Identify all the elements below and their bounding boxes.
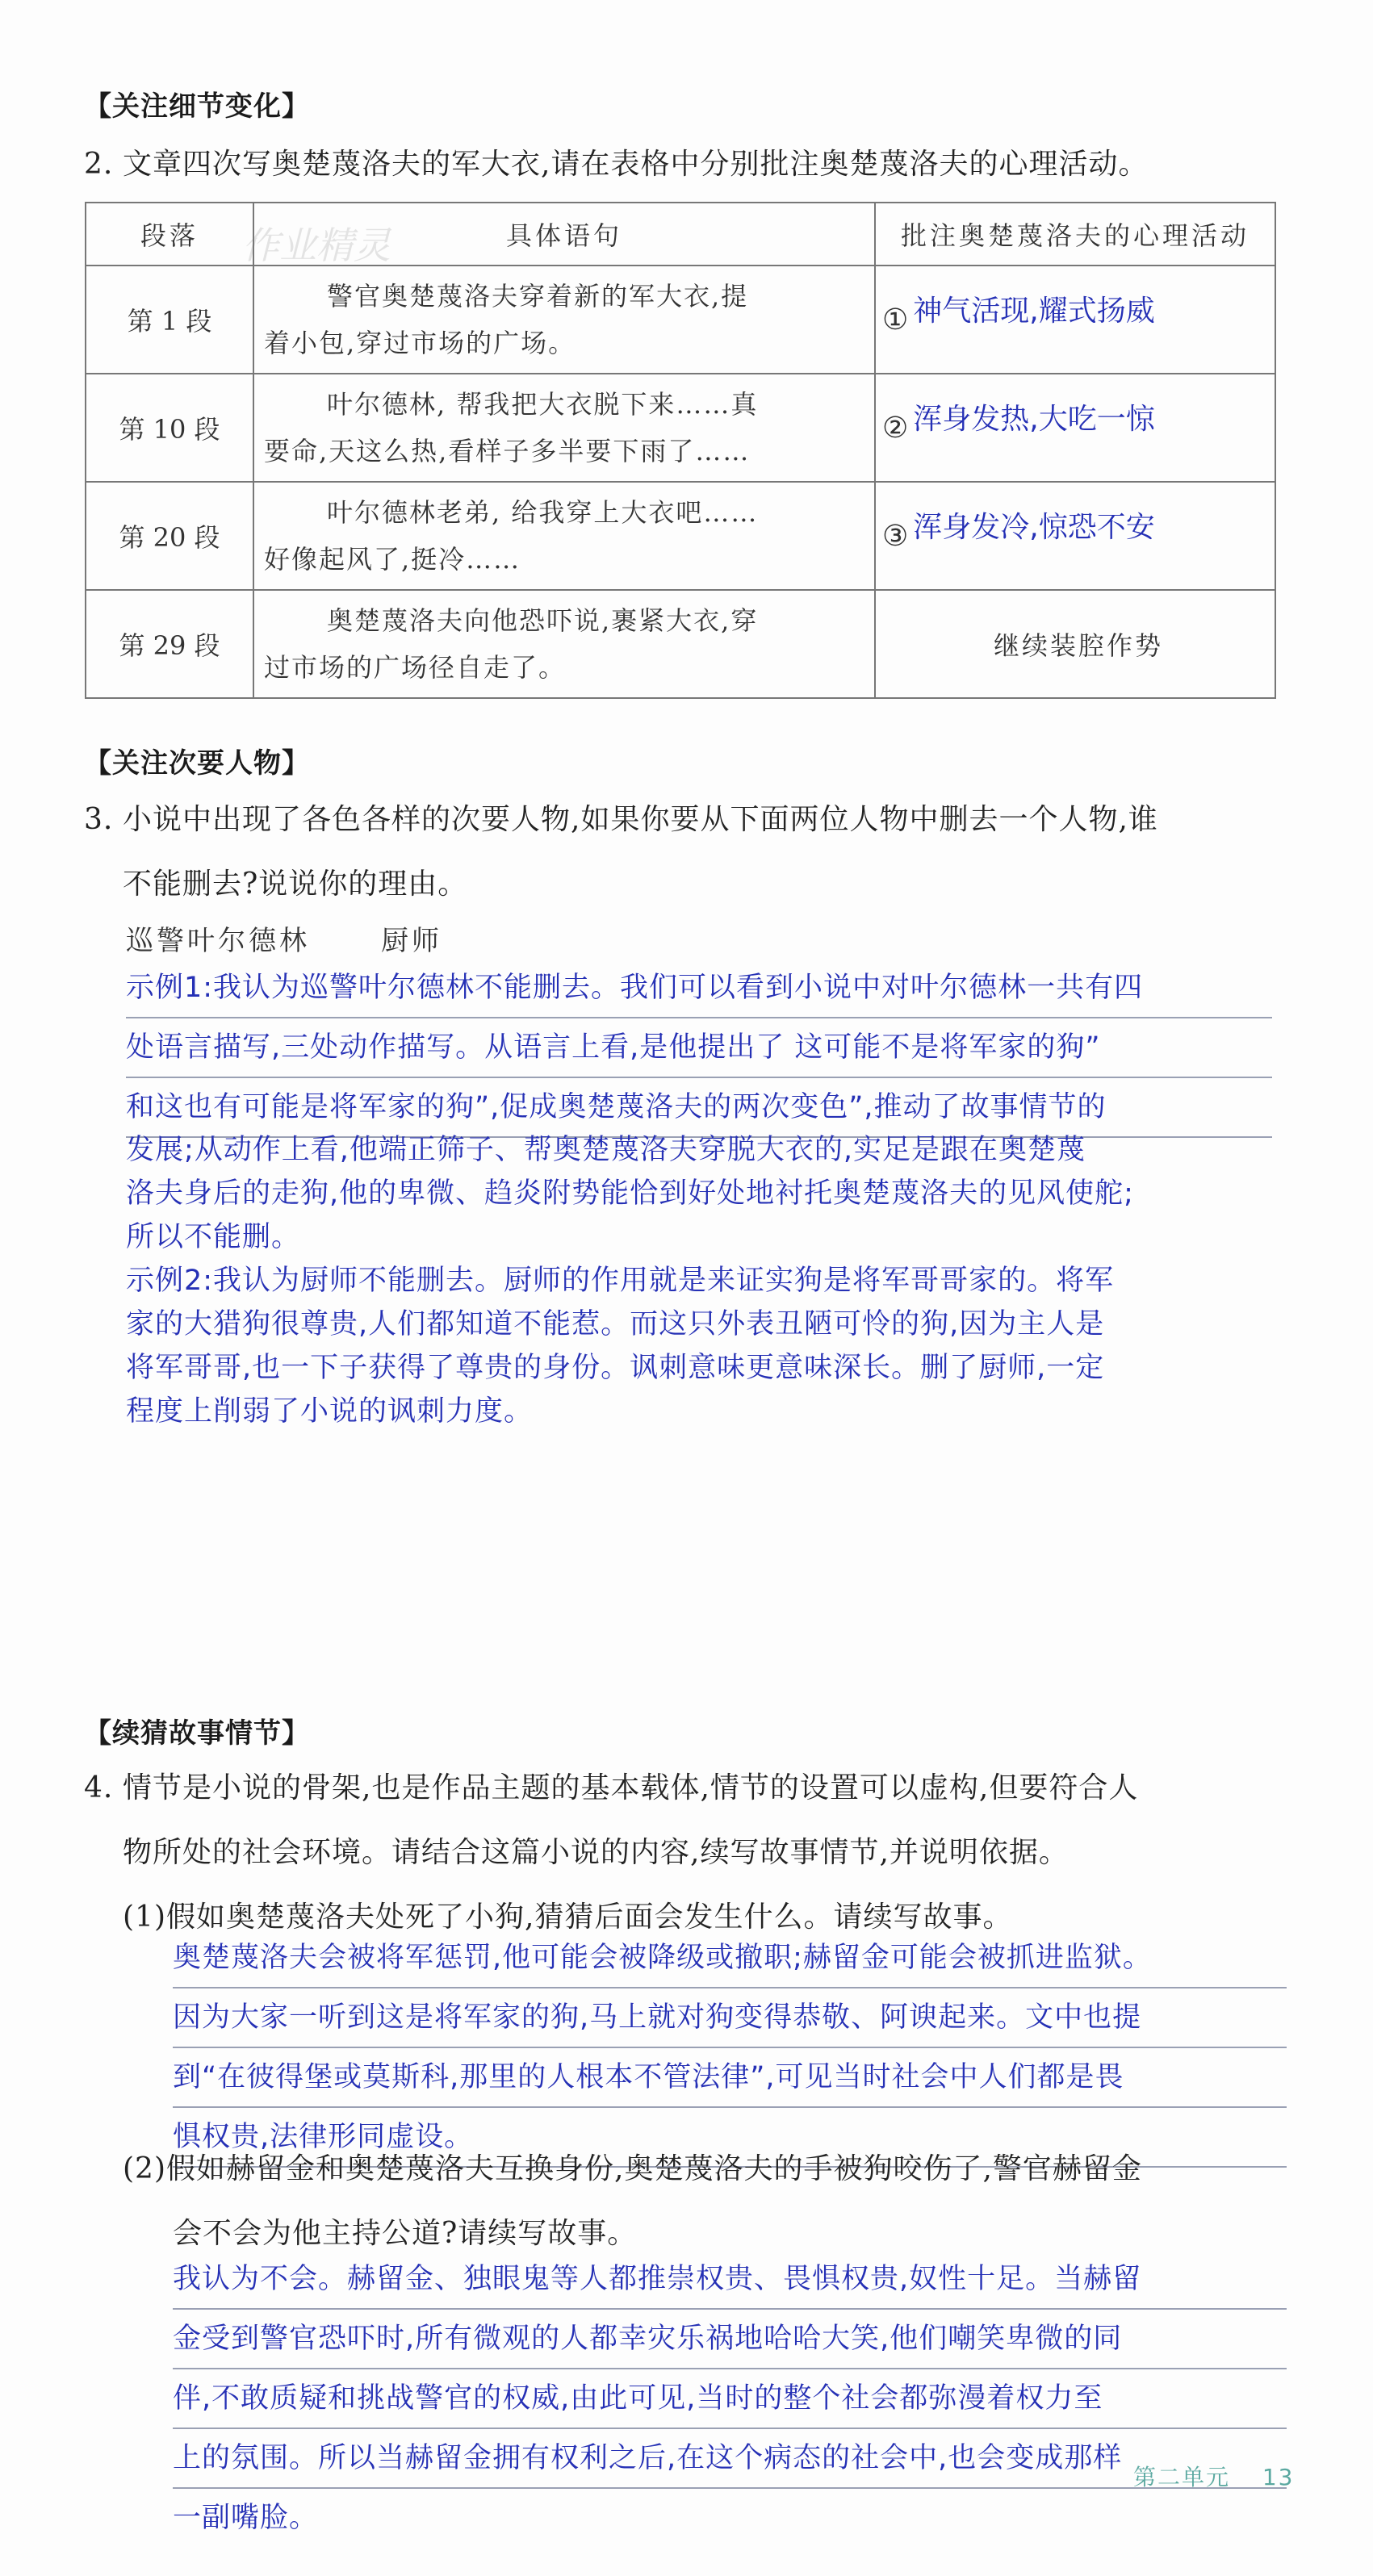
section-heading-detail: 【关注细节变化】 xyxy=(84,90,310,123)
question-text: 小说中出现了各色各样的次要人物,如果你要从下面两位人物中删去一个人物,谁 xyxy=(123,803,1158,836)
answer-line: 一副嘴脸。 xyxy=(173,2502,319,2534)
col-header-sentence: 具体语句 xyxy=(253,203,875,266)
sub-question-1: (1)假如奥楚蔑洛夫处死了小狗,猜猜后面会发生什么。请续写故事。 xyxy=(123,1901,1013,1934)
sentence-cell xyxy=(253,374,875,482)
unit-label: 第二单元 xyxy=(1133,2464,1231,2490)
answer-line: 家的大猎狗很尊贵,人们都知道不能惹。而这只外表丑陋可怜的狗,因为主人是 xyxy=(126,1308,1105,1340)
question-text: 文章四次写奥楚蔑洛夫的军大衣,请在表格中分别批注奥楚蔑洛夫的心理活动。 xyxy=(123,148,1149,181)
answer-line: 上的氛围。所以当赫留金拥有权利之后,在这个病态的社会中,也会变成那样 xyxy=(173,2429,1287,2489)
page-number: 13 xyxy=(1262,2464,1295,2490)
answer-3-continued xyxy=(126,1128,1288,1433)
question-number: 3. xyxy=(84,803,114,836)
answer-4-1 xyxy=(173,1929,1287,2168)
section-heading-minor-characters: 【关注次要人物】 xyxy=(84,747,310,780)
table-row xyxy=(86,482,1275,590)
question-number: 2. xyxy=(84,148,114,181)
table-row xyxy=(86,590,1275,698)
page-footer xyxy=(1133,2460,1294,2492)
table-row xyxy=(86,374,1275,482)
table-row xyxy=(86,266,1275,374)
sentence-line: 着小包,穿过市场的广场。 xyxy=(264,328,576,358)
answer-line: 伴,不敢质疑和挑战警官的权威,由此可见,当时的整个社会都弥漫着权力至 xyxy=(173,2369,1287,2429)
answer-line: 金受到警官恐吓时,所有微观的人都幸灾乐祸地哈哈大笑,他们嘲笑卑微的同 xyxy=(173,2310,1287,2369)
answer-line: 洛夫身后的走狗,他的卑微、趋炎附势能恰到好处地衬托奥楚蔑洛夫的见风使舵; xyxy=(126,1177,1134,1210)
answer-line: 到“在彼得堡或莫斯科,那里的人根本不管法律”,可见当时社会中人们都是畏 xyxy=(173,2048,1287,2108)
annotation-table xyxy=(85,202,1276,699)
handwritten-annotation: 神气活现,耀式扬威 xyxy=(913,294,1155,328)
answer-3-lined xyxy=(126,959,1272,1138)
question-4 xyxy=(84,1756,1138,1885)
character-options xyxy=(126,918,442,958)
col-header-paragraph: 段落 xyxy=(86,203,253,266)
sentence-cell xyxy=(253,266,875,374)
answer-line: 和这也有可能是将军家的狗”,促成奥楚蔑洛夫的两次变色”,推动了故事情节的 xyxy=(126,1078,1272,1138)
sentence-cell xyxy=(253,482,875,590)
paragraph-cell: 第 1 段 xyxy=(86,266,253,374)
annotation-cell xyxy=(875,374,1275,482)
paragraph-cell: 第 20 段 xyxy=(86,482,253,590)
answer-line: 将军哥哥,也一下子获得了尊贵的身份。讽刺意味更意味深长。删了厨师,一定 xyxy=(126,1352,1105,1384)
handwritten-annotation: 浑身发冷,惊恐不安 xyxy=(913,510,1155,544)
answer-line: 示例1:我认为巡警叶尔德林不能删去。我们可以看到小说中对叶尔德林一共有四 xyxy=(126,959,1272,1018)
answer-line: 惧权贵,法律形同虚设。 xyxy=(173,2108,1287,2168)
circled-number: ② xyxy=(882,411,909,445)
answer-line: 所以不能删。 xyxy=(126,1221,301,1253)
answer-line: 奥楚蔑洛夫会被将军惩罚,他可能会被降级或撤职;赫留金可能会被抓进监狱。 xyxy=(173,1929,1287,1988)
question-3 xyxy=(84,788,1158,917)
answer-line: 处语言描写,三处动作描写。从语言上看,是他提出了 这可能不是将军家的狗” xyxy=(126,1018,1272,1078)
answer-line: 我认为不会。赫留金、独眼鬼等人都推崇权贵、畏惧权贵,奴性十足。当赫留 xyxy=(173,2250,1287,2310)
sentence-cell xyxy=(253,590,875,698)
watermark: 作业精灵 xyxy=(242,224,391,267)
table-header-row xyxy=(86,203,1275,266)
question-text: (2)假如赫留金和奥楚蔑洛夫互换身份,奥楚蔑洛夫的手被狗咬伤了,警官赫留金 xyxy=(123,2152,1142,2185)
sentence-line: 奥楚蔑洛夫向他恐吓说,裹紧大衣,穿 xyxy=(327,605,759,636)
annotation-cell xyxy=(875,482,1275,590)
question-number: 4. xyxy=(84,1771,114,1804)
sentence-line: 过市场的广场径自走了。 xyxy=(264,652,567,683)
option-cook: 厨师 xyxy=(381,925,442,957)
sentence-line: 警官奥楚蔑洛夫穿着新的军大衣,提 xyxy=(327,281,749,312)
question-2 xyxy=(84,132,1148,197)
answer-line: 示例2:我认为厨师不能删去。厨师的作用就是来证实狗是将军哥哥家的。将军 xyxy=(126,1265,1115,1297)
answer-line: 发展;从动作上看,他端正筛子、帮奥楚蔑洛夫穿脱大衣的,实足是跟在奥楚蔑 xyxy=(126,1134,1086,1166)
option-patrolman: 巡警叶尔德林 xyxy=(126,925,310,957)
question-text: 物所处的社会环境。请结合这篇小说的内容,续写故事情节,并说明依据。 xyxy=(123,1836,1069,1869)
annotation-cell xyxy=(875,266,1275,374)
sentence-line: 好像起风了,挺冷…… xyxy=(264,544,521,575)
sentence-line: 叶尔德林, 帮我把大衣脱下来……真 xyxy=(327,389,759,420)
circled-number: ③ xyxy=(882,519,909,553)
circled-number: ① xyxy=(882,303,909,337)
sub-question-2 xyxy=(123,2137,1142,2266)
paragraph-cell: 第 29 段 xyxy=(86,590,253,698)
question-text: 会不会为他主持公道?请续写故事。 xyxy=(173,2217,638,2250)
section-heading-plot: 【续猜故事情节】 xyxy=(84,1717,310,1750)
question-text: 不能删去?说说你的理由。 xyxy=(123,868,468,901)
answer-line: 因为大家一听到这是将军家的狗,马上就对狗变得恭敬、阿谀起来。文中也提 xyxy=(173,1988,1287,2048)
handwritten-annotation: 浑身发热,大吃一惊 xyxy=(913,402,1155,436)
sentence-line: 要命,天这么热,看样子多半要下雨了…… xyxy=(264,436,751,466)
answer-4-2 xyxy=(173,2250,1287,2547)
question-text: 情节是小说的骨架,也是作品主题的基本载体,情节的设置可以虚构,但要符合人 xyxy=(123,1771,1139,1804)
sentence-line: 叶尔德林老弟, 给我穿上大衣吧…… xyxy=(327,497,759,528)
paragraph-cell: 第 10 段 xyxy=(86,374,253,482)
annotation-cell: 继续装腔作势 xyxy=(875,590,1275,698)
col-header-annotation: 批注奥楚蔑洛夫的心理活动 xyxy=(875,203,1275,266)
answer-line: 程度上削弱了小说的讽刺力度。 xyxy=(126,1395,534,1428)
